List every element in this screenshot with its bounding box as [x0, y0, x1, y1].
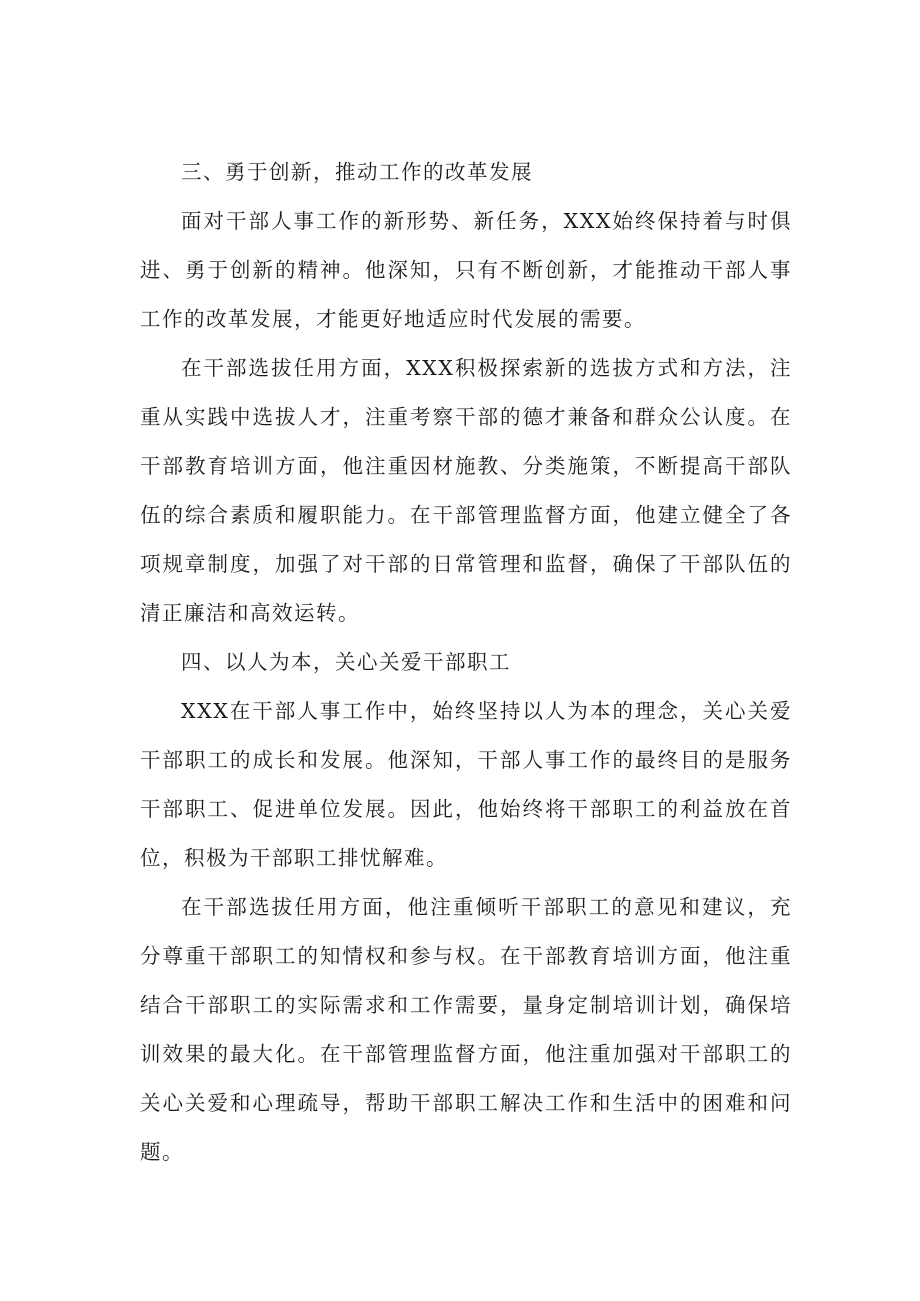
section-heading: 四、以人为本，关心关爱干部职工 — [181, 650, 511, 674]
document-page — [140, 148, 792, 1177]
section-heading: 三、勇于创新，推动工作的改革发展 — [181, 160, 533, 184]
paragraph: 在干部选拔任用方面，他注重倾听干部职工的意见和建议，充分尊重干部职工的知情权和参与权。在干部教育培训方面，他注重结合干部职工的实际需求和工作需要，量身定制培训计划，确保培训效果的最大化。在干部管理监督方面，他注重加强对干部职工的关心关爱和心理疏导，帮助干部职工解决工作和生活中的困难和问题。 — [140, 895, 792, 1164]
paragraph: XXX在干部人事工作中，始终坚持以人为本的理念，关心关爱干部职工的成长和发展。他深知，干部人事工作的最终目的是服务干部职工、促进单位发展。因此，他始终将干部职工的利益放在首位，积极为干部职工排忧解难。 — [140, 699, 792, 870]
paragraph: 在干部选拔任用方面，XXX积极探索新的选拔方式和方法，注重从实践中选拔人才，注重考察干部的德才兼备和群众公认度。在干部教育培训方面，他注重因材施教、分类施策，不断提高干部队伍的综合素质和履职能力。在干部管理监督方面，他建立健全了各项规章制度，加强了对干部的日常管理和监督，确保了干部队伍的清正廉洁和高效运转。 — [140, 356, 792, 625]
paragraph: 面对干部人事工作的新形势、新任务，XXX始终保持着与时俱进、勇于创新的精神。他深知，只有不断创新，才能推动干部人事工作的改革发展，才能更好地适应时代发展的需要。 — [140, 209, 792, 331]
